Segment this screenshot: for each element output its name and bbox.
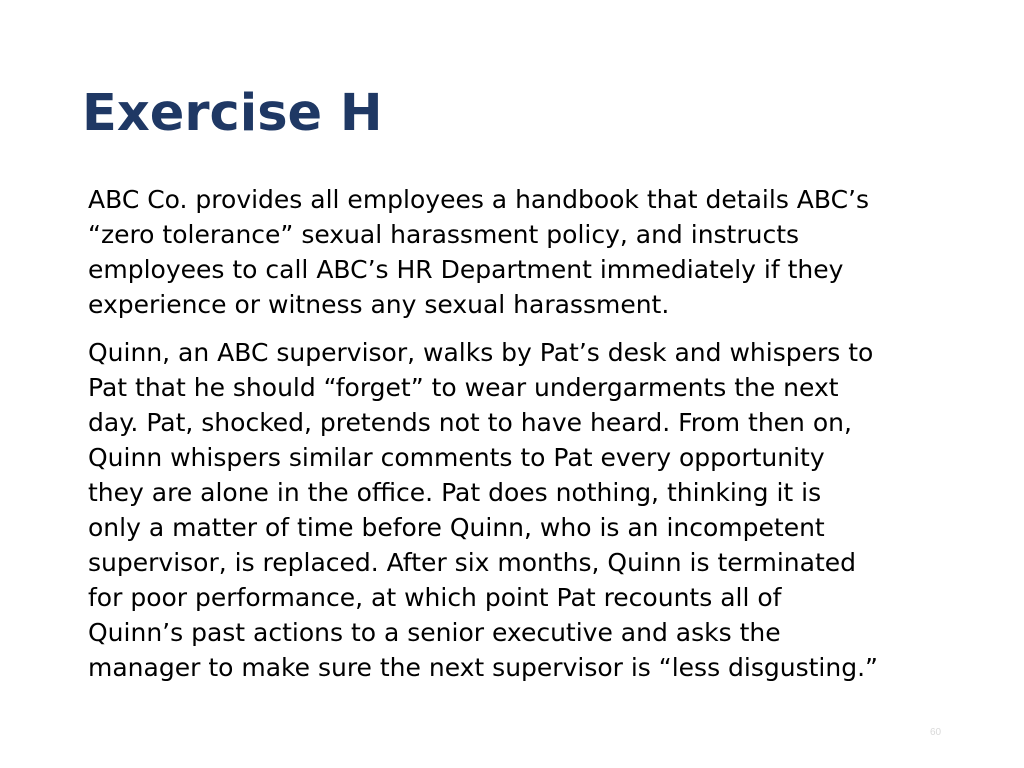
text-line: they are alone in the office. Pat does nothing, thinking it is	[88, 478, 822, 507]
slide-title: Exercise H	[82, 84, 383, 143]
scenario-paragraph	[88, 335, 968, 685]
text-line: day. Pat, shocked, pretends not to have heard. From then on,	[88, 408, 852, 437]
text-line: employees to call ABC’s HR Department immediately if they	[88, 255, 844, 284]
text-line: only a matter of time before Quinn, who is an incompetent	[88, 513, 825, 542]
text-line: Pat that he should “forget” to wear undergarments the next	[88, 373, 839, 402]
text-line: ABC Co. provides all employees a handbook that details ABC’s	[88, 185, 870, 214]
text-line: “zero tolerance” sexual harassment policy, and instructs	[88, 220, 800, 249]
slide-body	[88, 182, 968, 685]
text-line: manager to make sure the next supervisor is “less disgusting.”	[88, 653, 878, 682]
text-line: Quinn’s past actions to a senior executive and asks the	[88, 618, 781, 647]
text-line: Quinn whispers similar comments to Pat every opportunity	[88, 443, 825, 472]
page-number: 60	[930, 727, 942, 738]
text-line: experience or witness any sexual harassment.	[88, 290, 670, 319]
policy-paragraph	[88, 182, 968, 322]
text-line: for poor performance, at which point Pat recounts all of	[88, 583, 782, 612]
text-line: Quinn, an ABC supervisor, walks by Pat’s desk and whispers to	[88, 338, 874, 367]
text-line: supervisor, is replaced. After six months, Quinn is terminated	[88, 548, 856, 577]
